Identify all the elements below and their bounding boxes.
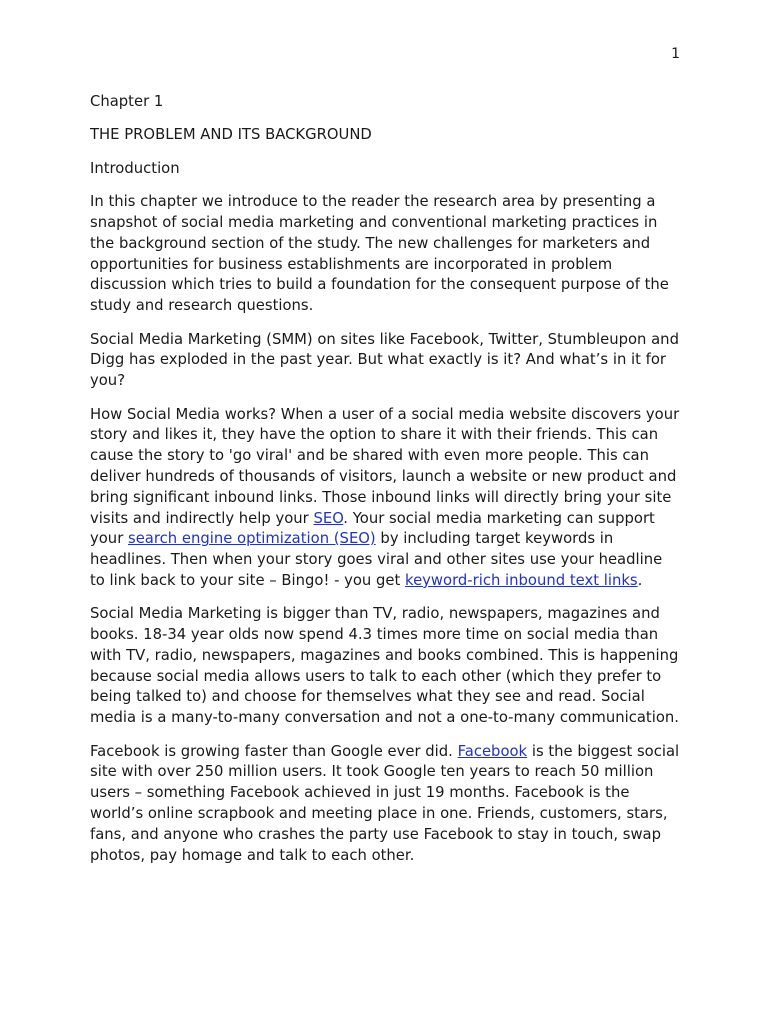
chapter-label: Chapter 1 xyxy=(90,93,164,110)
paragraph-text: How Social Media works? When a user of a social media website discovers your story and likes it, they have the option to share it with their friends. This can cause the story to 'go viral' and be shared with even more people. This can deliver hundreds of thousands of visitors, launch a website or new product and bring significant inbound links. Those inbound links will directly bring your site visits and indirectly help your xyxy=(90,405,680,527)
paragraph-smm: Social Media Marketing (SMM) on sites like Facebook, Twitter, Stumbleupon and Digg has exploded in the past year. But what exactly is it? And what’s in it for you? xyxy=(90,330,679,390)
paragraph-facebook xyxy=(90,742,680,867)
page-number: 1 xyxy=(671,46,680,62)
paragraph-how-social-media-works xyxy=(90,405,680,592)
paragraph-text: Facebook is growing faster than Google ever did. xyxy=(90,742,458,760)
paragraph-text: . Your social media marketing can support your xyxy=(90,509,655,548)
paragraph-text: by including target keywords in headlines. Then when your story goes viral and other sites use your headline to link back to your site – Bingo! - you get xyxy=(90,530,663,589)
paragraph-text: is the biggest social site with over 250 million users. It took Google ten years to reach 50 million users – something Facebook achieved in just 19 months. Facebook is the world’s online scrapbook and meeting place in one. Friends, customers, stars, fans, and anyone who crashes the party use Facebook to stay in touch, swap photos, pay homage and talk to each other. xyxy=(90,742,680,864)
search-engine-optimization-link[interactable]: search engine optimization (SEO) xyxy=(127,530,376,548)
paragraph-bigger-than-tv: Social Media Marketing is bigger than TV, radio, newspapers, magazines and books. 18-34 year olds now spend 4.3 times more time on social media than with TV, radio, newspapers, magazines and books combined. This is happening because social media allows users to talk to each other (which they prefer to being talked to) and choose for themselves what they see and read. Social media is a many-to-many conversation and not a one-to-many communication. xyxy=(90,605,679,727)
chapter-title: THE PROBLEM AND ITS BACKGROUND xyxy=(90,126,372,144)
section-heading: Introduction xyxy=(90,159,180,177)
facebook-link[interactable]: Facebook xyxy=(457,742,528,760)
keyword-rich-links-link[interactable]: keyword-rich inbound text links xyxy=(405,571,638,589)
paragraph-intro: In this chapter we introduce to the reader the research area by presenting a snapshot of social media marketing and conventional marketing practices in the background section of the study. The new challenges for marketers and opportunities for business establishments are incorporated in problem discussion which tries to build a foundation for the consequent purpose of the study and research questions. xyxy=(90,193,669,315)
document-body xyxy=(90,92,680,879)
paragraph-text: . xyxy=(637,571,643,589)
seo-link[interactable]: SEO xyxy=(313,509,344,527)
